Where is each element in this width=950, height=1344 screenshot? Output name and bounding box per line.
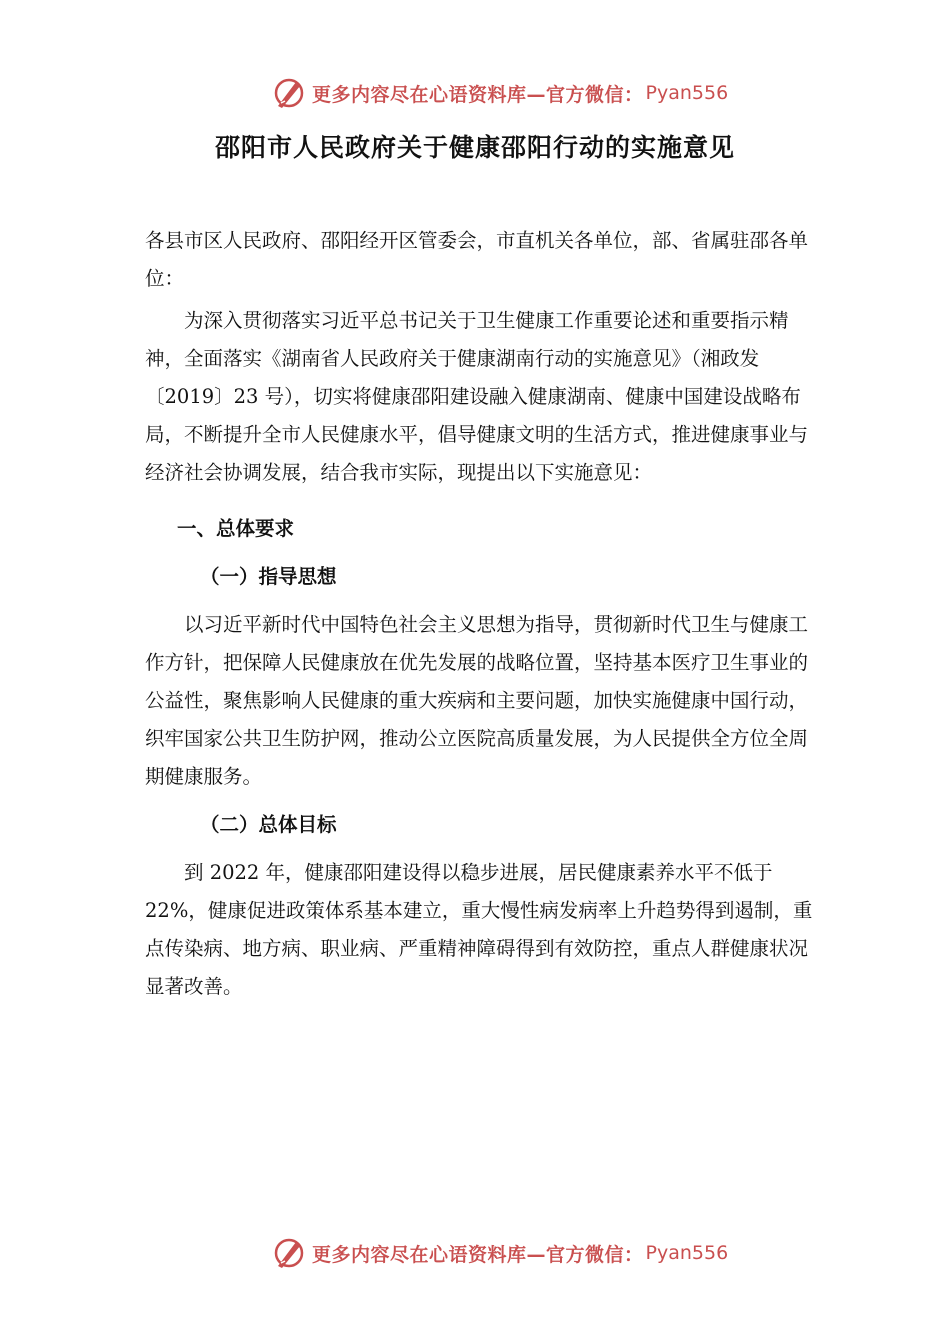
salutation: 各县市区人民政府、邵阳经开区管委会，市直机关各单位，部、省属驻邵各单位：	[145, 229, 809, 290]
guiding-ideology-paragraph: 以习近平新时代中国特色社会主义思想为指导，贯彻新时代卫生与健康工作方针，把保障人民健康放在优先发展的战略位置，坚持基本医疗卫生事业的公益性，聚焦影响人民健康的重大疾病和主要问题，加快实施健康中国行动，织牢国家公共卫生防护网，推动公立医院高质量发展，为人民提供全方位全周期健康服务。	[145, 613, 809, 788]
watermark-text: 更多内容尽在心语资料库—官方微信：	[312, 1243, 644, 1266]
watermark-handle: Pyan556	[645, 82, 729, 104]
quill-pen-seal-icon	[272, 76, 306, 110]
document-body	[145, 222, 825, 1006]
header-watermark	[272, 73, 728, 113]
document-title: 邵阳市人民政府关于健康邵阳行动的实施意见	[214, 133, 735, 162]
watermark-text: 更多内容尽在心语资料库—官方微信：	[312, 83, 644, 106]
quill-pen-seal-icon	[272, 1236, 306, 1270]
watermark-handle: Pyan556	[645, 1242, 729, 1264]
subsection-heading-1: （一）指导思想	[200, 565, 337, 588]
section-heading-1: 一、总体要求	[177, 517, 295, 540]
subsection-heading-2: （二）总体目标	[200, 813, 337, 836]
intro-paragraph: 为深入贯彻落实习近平总书记关于卫生健康工作重要论述和重要指示精神，全面落实《湖南省人民政府关于健康湖南行动的实施意见》（湘政发〔2019〕23 号），切实将健康邵阳建设融入健康湖南、健康中国建设战略布局，不断提升全市人民健康水平，倡导健康文明的生活方式，推进健康事业与经济社会协调发展，结合我市实际，现提出以下实施意见：	[145, 309, 809, 484]
overall-goal-paragraph: 到 2022 年，健康邵阳建设得以稳步进展，居民健康素养水平不低于 22%，健康促进政策体系基本建立，重大慢性病发病率上升趋势得到遏制，重点传染病、地方病、职业病、严重精神障碍得到有效防控，重点人群健康状况显著改善。	[145, 861, 813, 998]
footer-watermark	[272, 1233, 728, 1273]
